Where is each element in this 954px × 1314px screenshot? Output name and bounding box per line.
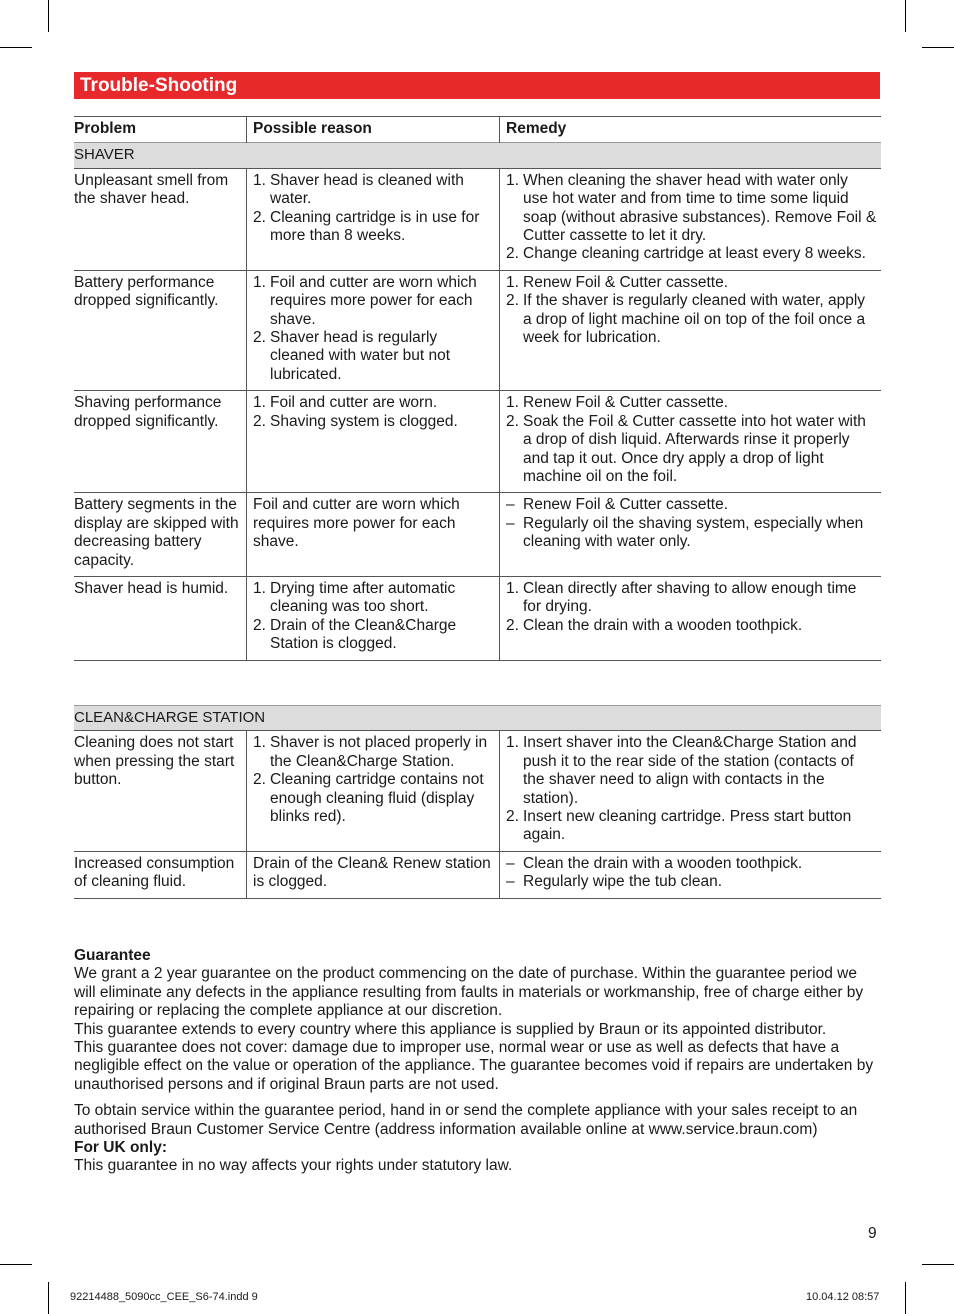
list-item: 1. Foil and cutter are worn. — [253, 394, 438, 412]
list-item: 1. Shaver is not placed properly in the Clean&Charge Station. — [253, 734, 488, 770]
section-row-station — [74, 706, 881, 731]
reason-cell: Drain of the Clean& Renew station is clogged. — [247, 851, 500, 898]
reason-cell — [247, 168, 500, 270]
crop-mark — [0, 47, 32, 48]
list-item: 1. Renew Foil & Cutter cassette. — [506, 273, 729, 291]
reason-cell — [247, 270, 500, 390]
troubleshooting-table-shaver — [74, 116, 881, 661]
remedy-cell — [500, 270, 882, 390]
header-possible-reason: Possible reason — [247, 117, 500, 143]
guarantee-paragraph: To obtain service within the guarantee period, hand in or send the complete appliance with your sales receipt to an authorised Braun Customer Service Centre (address information available online at www.service.braun.com) — [74, 1102, 858, 1138]
reason-cell — [247, 391, 500, 493]
reason-cell: Foil and cutter are worn which requires more power for each shave. — [247, 493, 500, 577]
crop-mark — [922, 47, 954, 48]
footer-file: 92214488_5090cc_CEE_S6-74.indd 9 — [70, 1291, 258, 1303]
table-row — [74, 851, 881, 898]
list-item: 1. When cleaning the shaver head with water only use hot water and from time to time some liquid soap (without abrasive substances). Remove Foil & Cutter cassette to let it dry. — [506, 171, 877, 245]
problem-cell: Battery segments in the display are skipped with decreasing battery capacity. — [74, 493, 247, 577]
table-row — [74, 391, 881, 493]
list-item: 1. Drying time after automatic cleaning was too short. — [253, 579, 456, 616]
list-item: 1. Shaver head is cleaned with water. — [253, 171, 464, 208]
crop-mark — [922, 1264, 954, 1265]
list-item: 1. Foil and cutter are worn which requires more power for each shave. — [253, 273, 477, 328]
reason-cell — [247, 576, 500, 660]
list-item: – Renew Foil & Cutter cassette. — [506, 496, 729, 514]
section-title: Trouble-Shooting — [74, 72, 880, 99]
list-item: 2. Insert new cleaning cartridge. Press start button again. — [506, 808, 852, 844]
guarantee-paragraph: We grant a 2 year guarantee on the product commencing on the date of purchase. Within the guarantee period we will eliminate any defects in the appliance resulting from faults in materials or workmanship, free of charge either by repairing or replacing the complete appliance at our discretion. — [74, 965, 864, 1020]
list-item: – Regularly wipe the tub clean. — [506, 873, 723, 891]
list-item: 2. Drain of the Clean&Charge Station is clogged. — [253, 616, 457, 653]
list-item: 1. Clean directly after shaving to allow enough time for drying. — [506, 579, 857, 616]
section-label: CLEAN&CHARGE STATION — [74, 706, 881, 731]
crop-mark — [905, 1282, 906, 1314]
remedy-cell — [500, 391, 882, 493]
uk-heading: For UK only: — [74, 1139, 167, 1157]
section-label: SHAVER — [74, 143, 881, 168]
list-item: 2. Shaving system is clogged. — [253, 412, 458, 430]
table-header-row — [74, 117, 881, 143]
list-item: 2. Soak the Foil & Cutter cassette into hot water with a drop of dish liquid. Afterwards rinse it properly and tap it out. Once dry apply a drop of light machine oil on the foil. — [506, 412, 866, 485]
guarantee-paragraph: This guarantee extends to every country where this appliance is supplied by Braun or its appointed distributor. — [74, 1020, 827, 1038]
table-row — [74, 731, 881, 851]
list-item: – Regularly oil the shaving system, especially when cleaning with water only. — [506, 514, 864, 551]
list-item: 2. Shaver head is regularly cleaned with water but not lubricated. — [253, 329, 451, 383]
problem-cell: Battery performance dropped significantly. — [74, 270, 247, 390]
crop-mark — [905, 0, 906, 32]
header-problem: Problem — [74, 117, 247, 143]
list-item: 2. If the shaver is regularly cleaned with water, apply a drop of light machine oil on top of the foil once a week for lubrication. — [506, 292, 866, 347]
list-item: 1. Renew Foil & Cutter cassette. — [506, 394, 729, 412]
guarantee-paragraph: This guarantee does not cover: damage due to improper use, normal wear or use as well as defects that have a negligible effect on the value or operation of the appliance. The guarantee becomes void if repairs are undertaken by unauthorised persons and if original Braun parts are not used. — [74, 1039, 874, 1093]
list-item: 1. Insert shaver into the Clean&Charge Station and push it to the rear side of the station (contacts of the shaver need to align with contacts in the station). — [506, 734, 857, 807]
uk-text: This guarantee in no way affects your rights under statutory law. — [74, 1157, 513, 1175]
problem-cell: Increased consumption of cleaning fluid. — [74, 851, 247, 898]
reason-cell — [247, 731, 500, 851]
section-row-shaver — [74, 143, 881, 168]
remedy-cell — [500, 851, 882, 898]
table-row — [74, 270, 881, 390]
problem-cell: Unpleasant smell from the shaver head. — [74, 168, 247, 270]
list-item: 2. Cleaning cartridge contains not enough cleaning fluid (display blinks red). — [253, 771, 484, 826]
table-row — [74, 576, 881, 660]
guarantee-section — [74, 947, 874, 1176]
remedy-cell — [500, 493, 882, 577]
remedy-cell — [500, 168, 882, 270]
crop-mark — [48, 0, 49, 32]
guarantee-heading: Guarantee — [74, 947, 151, 964]
crop-mark — [0, 1264, 32, 1265]
header-remedy: Remedy — [506, 120, 567, 137]
footer-date: 10.04.12 08:57 — [806, 1291, 880, 1303]
crop-mark — [48, 1282, 49, 1314]
list-item: 2. Clean the drain with a wooden toothpick. — [506, 616, 803, 634]
remedy-cell — [500, 576, 882, 660]
page-number: 9 — [868, 1225, 877, 1242]
table-row — [74, 493, 881, 577]
list-item: 2. Cleaning cartridge is in use for more than 8 weeks. — [253, 208, 480, 245]
problem-cell: Cleaning does not start when pressing the start button. — [74, 731, 247, 851]
list-item: 2. Change cleaning cartridge at least every 8 weeks. — [506, 245, 866, 263]
problem-cell: Shaver head is humid. — [74, 576, 247, 660]
problem-cell: Shaving performance dropped significantly. — [74, 391, 247, 493]
list-item: – Clean the drain with a wooden toothpick. — [506, 854, 803, 872]
table-row — [74, 168, 881, 270]
troubleshooting-table-station — [74, 705, 881, 899]
remedy-cell — [500, 731, 882, 851]
